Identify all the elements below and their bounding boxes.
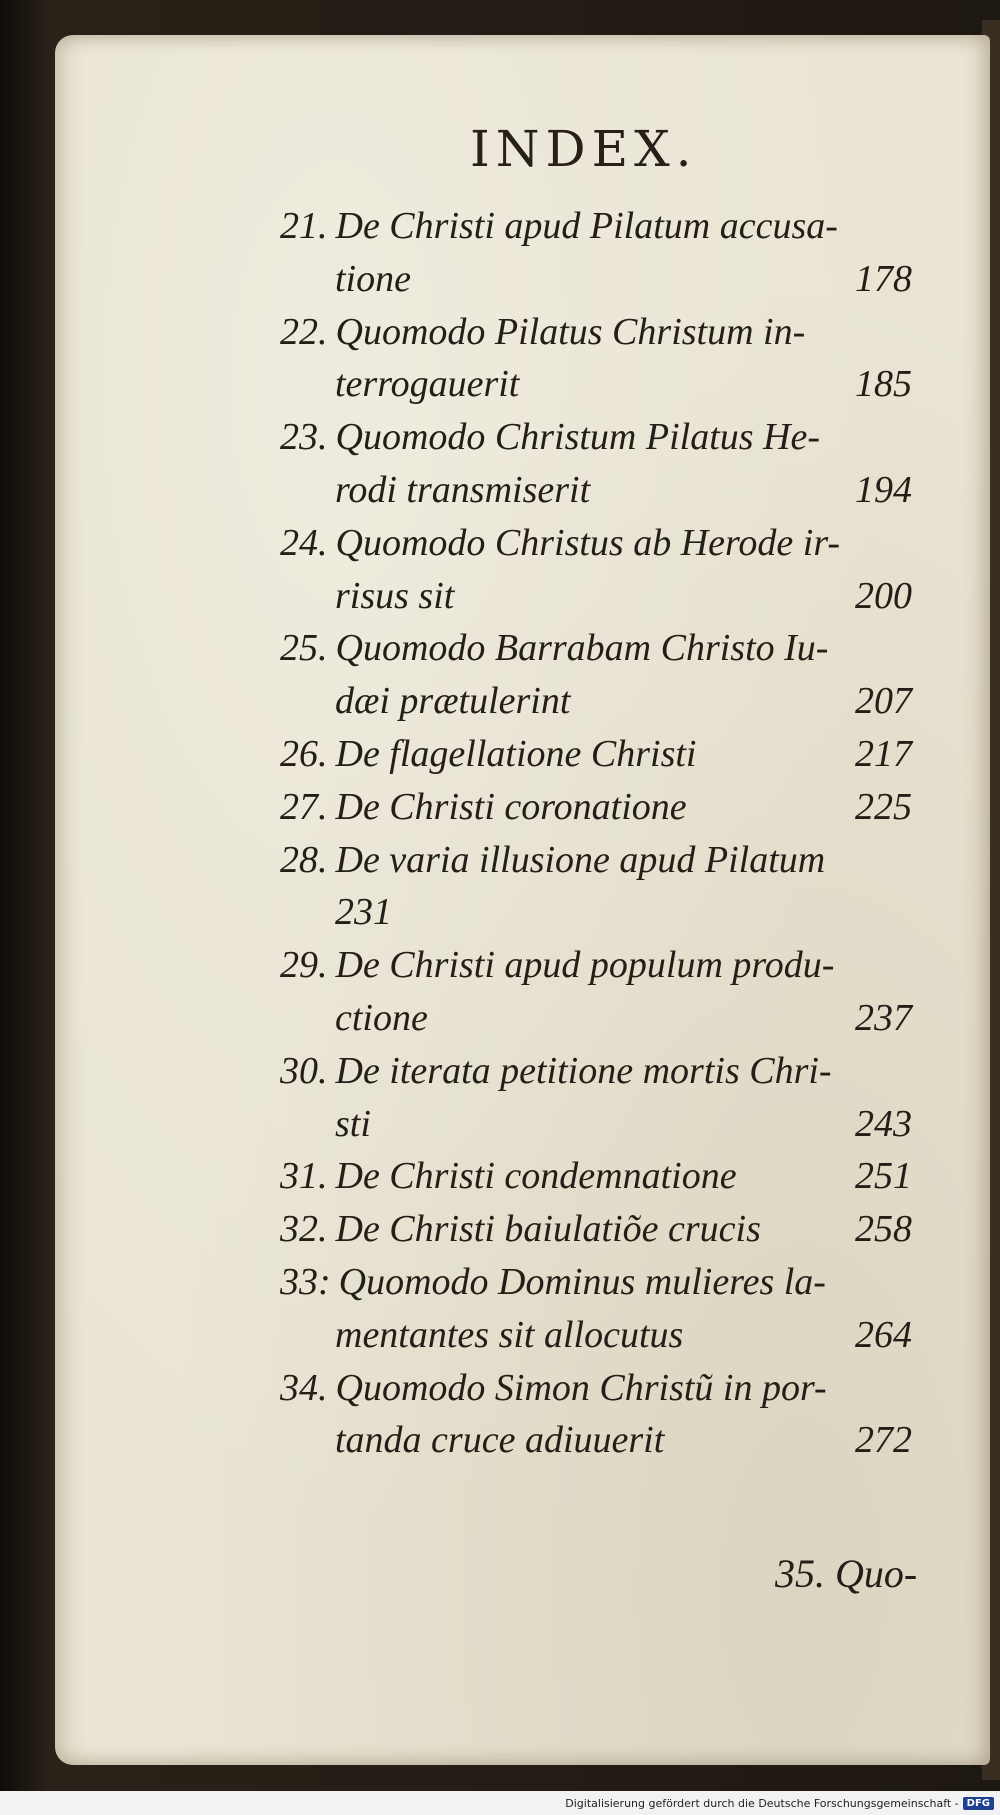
entry-title: mentantes sit allocutus: [335, 1313, 684, 1356]
index-entry-line: [280, 517, 930, 570]
entry-text-group: [280, 1045, 832, 1098]
entry-number: 29.: [280, 944, 328, 987]
index-entry-line: [280, 939, 930, 992]
index-entry: [280, 411, 930, 517]
dfg-logo: DFG: [963, 1797, 994, 1810]
entry-title: De Christi coronatione: [335, 785, 687, 828]
entry-text-group: [335, 992, 428, 1045]
entry-title: rodi transmiserit: [335, 468, 591, 511]
index-entry-line: [280, 1362, 930, 1415]
page-number: 243: [855, 1102, 912, 1145]
entry-number: 28.: [280, 838, 328, 881]
page-number: 251: [855, 1155, 912, 1198]
entry-text-group: [280, 1362, 827, 1415]
index-entry-line: [280, 728, 930, 781]
index-entry: [280, 517, 930, 623]
index-entry: [280, 1362, 930, 1468]
page-number: 258: [855, 1208, 912, 1251]
index-entries: [280, 200, 930, 1467]
index-entry: [280, 1256, 930, 1362]
entry-text-group: [335, 570, 454, 623]
index-entry-line: [280, 622, 930, 675]
entry-title: De varia illusione apud Pilatum: [335, 838, 826, 881]
entry-title: sti: [335, 1102, 371, 1145]
entry-number: 27.: [280, 785, 328, 828]
entry-text-group: [335, 358, 519, 411]
index-entry-line: [280, 253, 930, 306]
index-entry-line: [280, 1309, 930, 1362]
entry-title: tione: [335, 257, 411, 300]
entry-title: Quomodo Christum Pilatus He-: [335, 416, 820, 459]
entry-title: De Christi condemnatione: [335, 1155, 737, 1198]
index-entry: [280, 1203, 930, 1256]
entry-text-group: [335, 886, 392, 939]
entry-title: ctione: [335, 996, 428, 1039]
entry-number: 21.: [280, 205, 328, 247]
entry-number: 26.: [280, 732, 328, 775]
entry-text-group: [280, 411, 820, 464]
entry-title: risus sit: [335, 574, 455, 617]
entry-number: 31.: [280, 1155, 328, 1198]
index-entry: [280, 622, 930, 728]
entry-title: 231: [335, 891, 392, 934]
page-number: 194: [855, 468, 912, 511]
index-entry-line: [280, 834, 930, 887]
page-heading: INDEX.: [470, 120, 698, 178]
entry-text-group: [280, 834, 825, 887]
index-entry-line: [280, 200, 930, 253]
entry-text-group: [335, 253, 411, 306]
entry-title: Quomodo Pilatus Christum in-: [335, 310, 806, 353]
index-entry-line: [280, 781, 930, 834]
entry-title: Quomodo Dominus mulieres la-: [338, 1260, 826, 1303]
entry-number: 25.: [280, 627, 328, 670]
index-entry: [280, 1045, 930, 1151]
page-number: 185: [855, 363, 912, 406]
entry-number: 33:: [280, 1260, 331, 1303]
entry-text-group: [335, 675, 570, 728]
entry-text-group: [280, 306, 805, 359]
entry-number: 34.: [280, 1366, 328, 1409]
index-entry-line: [280, 358, 930, 411]
entry-text-group: [280, 939, 834, 992]
index-entry: [280, 306, 930, 412]
entry-number: 24.: [280, 521, 328, 564]
entry-title: De Christi apud populum produ-: [335, 944, 835, 987]
page-number: 200: [855, 574, 912, 617]
index-entry-line: [280, 570, 930, 623]
entry-title: dæi prætulerint: [335, 680, 571, 723]
entry-text-group: [280, 622, 828, 675]
index-entry-line: [280, 1414, 930, 1467]
entry-text-group: [280, 1203, 761, 1256]
index-entry-line: [280, 411, 930, 464]
entry-title: Quomodo Simon Christũ in por-: [335, 1366, 827, 1409]
index-entry: [280, 1150, 930, 1203]
index-entry-line: [280, 1256, 930, 1309]
index-entry-line: [280, 675, 930, 728]
entry-text-group: [280, 1150, 737, 1203]
entry-text-group: [280, 200, 838, 253]
page-number: 225: [855, 785, 912, 828]
index-entry-line: [280, 1045, 930, 1098]
entry-number: 23.: [280, 416, 328, 459]
index-entry-line: [280, 306, 930, 359]
entry-text-group: [335, 464, 590, 517]
entry-number: 30.: [280, 1049, 328, 1092]
page-number: 207: [855, 680, 912, 723]
page-number: 272: [855, 1419, 912, 1462]
entry-text-group: [335, 1098, 371, 1151]
index-entry-line: [280, 1098, 930, 1151]
index-entry: [280, 781, 930, 834]
footer-credit: Digitalisierung gefördert durch die Deutsche Forschungsgemeinschaft -: [565, 1796, 959, 1810]
entry-text-group: [280, 781, 687, 834]
entry-title: De flagellatione Christi: [335, 732, 697, 775]
entry-title: De Christi apud Pilatum accusa-: [335, 205, 838, 247]
index-entry-line: [280, 1203, 930, 1256]
index-entry: [280, 939, 930, 1045]
entry-title: tanda cruce adiuuerit: [335, 1419, 665, 1462]
entry-title: terrogauerit: [335, 363, 520, 406]
page-number: 237: [855, 996, 912, 1039]
index-entry-line: [280, 886, 930, 939]
index-entry-line: [280, 1150, 930, 1203]
entry-text-group: [280, 1256, 826, 1309]
catchword: 35. Quo-: [775, 1551, 918, 1596]
entry-number: 22.: [280, 310, 328, 353]
entry-text-group: [280, 517, 840, 570]
entry-title: Quomodo Christus ab Herode ir-: [335, 521, 841, 564]
entry-number: 32.: [280, 1208, 328, 1251]
index-entry: [280, 834, 930, 940]
index-entry: [280, 200, 930, 306]
entry-title: De Christi baiulatiõe crucis: [335, 1208, 761, 1251]
digitization-footer: [0, 1791, 1000, 1815]
page-number: 264: [855, 1313, 912, 1356]
index-entry: [280, 728, 930, 781]
entry-title: De iterata petitione mortis Chri-: [335, 1049, 832, 1092]
page-number: 178: [855, 257, 912, 300]
index-entry-line: [280, 992, 930, 1045]
entry-text-group: [335, 1309, 683, 1362]
index-entry-line: [280, 464, 930, 517]
entry-text-group: [280, 728, 696, 781]
entry-title: Quomodo Barrabam Christo Iu-: [335, 627, 829, 670]
entry-text-group: [335, 1414, 664, 1467]
page-number: 217: [855, 732, 912, 775]
